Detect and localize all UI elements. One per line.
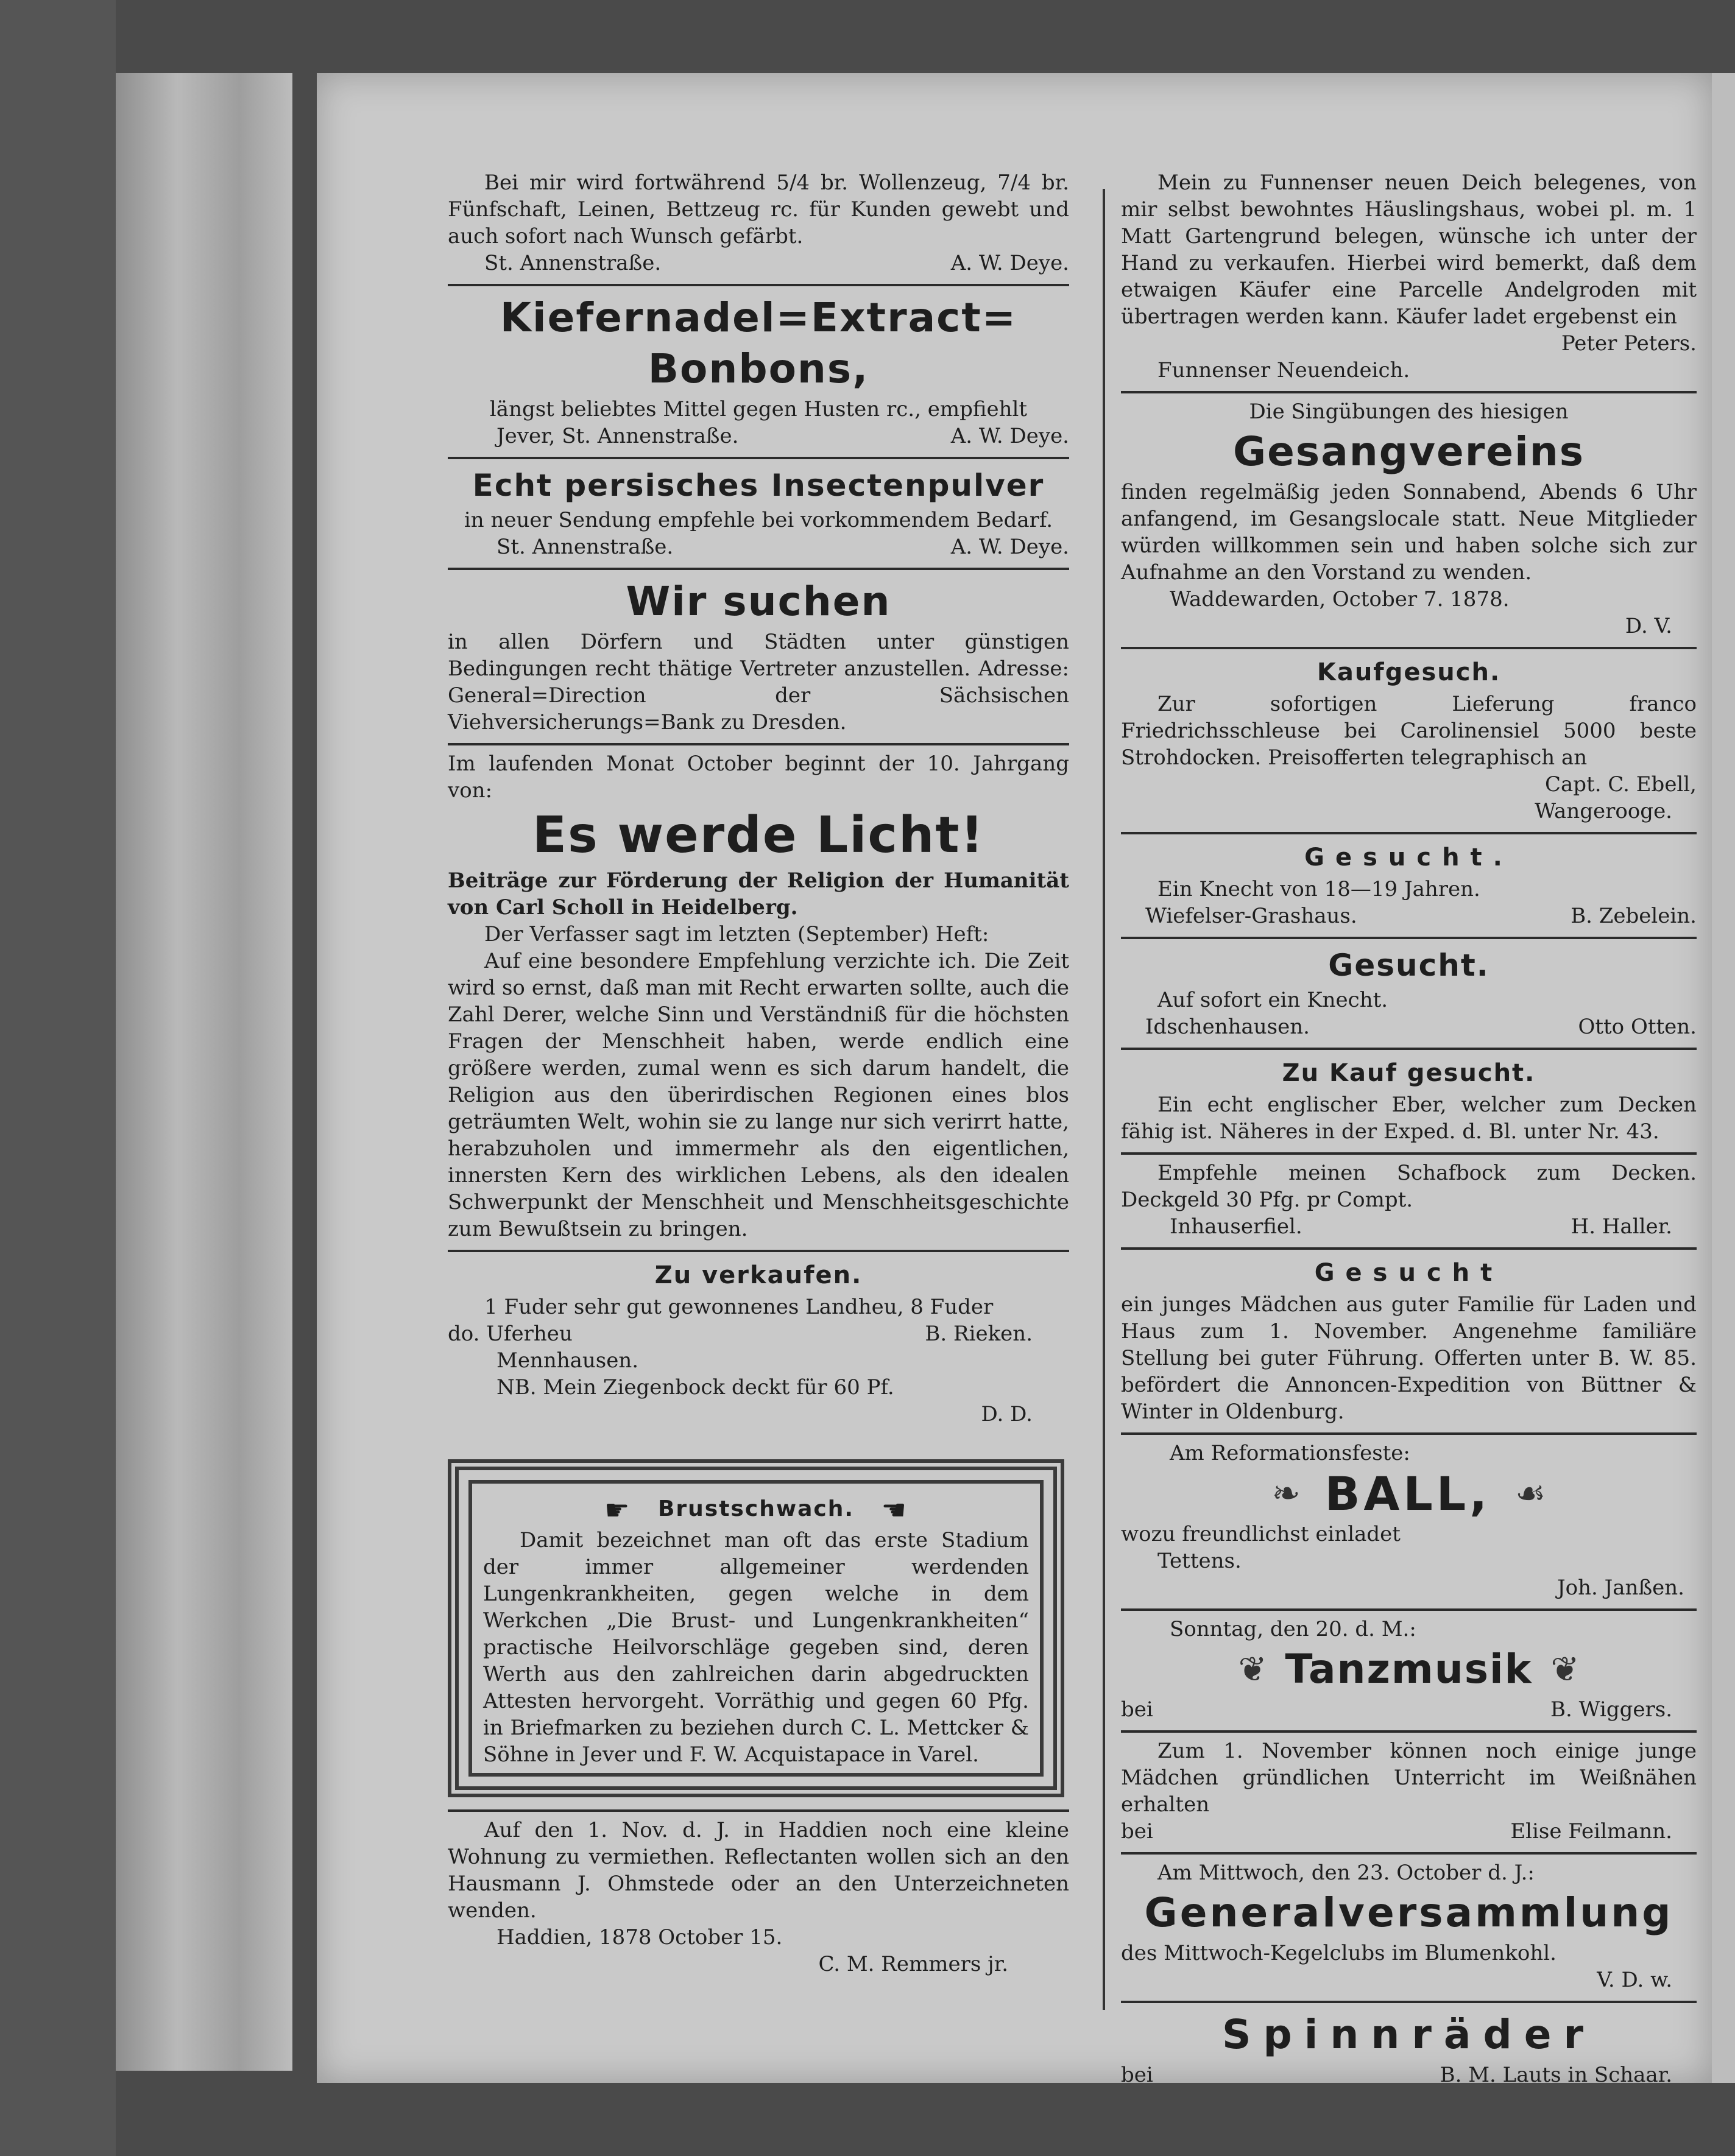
ad-text: Bei mir wird fortwährend 5/4 br. Wollenzeug, 7/4 br. Fünfschaft, Leinen, Bettzeug rc. für Kunden gewebt und auch sofort nach Wunsch gefärbt. <box>448 171 1069 248</box>
ad-headline-2: Bonbons, <box>648 345 869 392</box>
ad-headline: Generalversammlung <box>1144 1889 1673 1936</box>
flourish-right-icon: ❦ <box>1550 1649 1580 1689</box>
ad-kaufgesuch <box>1121 649 1697 834</box>
ad-sig: D. D. <box>981 1402 1033 1426</box>
ad-text: Auf den 1. Nov. d. J. in Haddien noch eine kleine Wohnung zu vermiethen. Reflectanten wollen sich an den Hausmann J. Ohmstede oder an den Unterzeichneten wenden. <box>448 1818 1069 1923</box>
ad-schafbock <box>1121 1155 1697 1250</box>
ad-place: Inhauserfiel. <box>1170 1214 1302 1239</box>
ad-headline: Es werde Licht! <box>532 806 984 864</box>
ad-gesucht-knecht-2 <box>1121 939 1697 1050</box>
ad-headline: Tanzmusik <box>1285 1646 1533 1693</box>
ad-headline-row <box>1121 1467 1697 1521</box>
ad-left: bei <box>1121 2063 1153 2087</box>
ad-sig: V. D. w. <box>1597 1968 1672 1992</box>
ad-line: 1 Fuder sehr gut gewonnenes Landheu, 8 Fuder <box>484 1295 994 1319</box>
ad-signature <box>1121 903 1697 929</box>
ad-intro: Sonntag, den 20. d. M.: <box>1170 1617 1416 1641</box>
ad-lead: Der Verfasser sagt im letzten (September) Heft: <box>484 922 989 946</box>
ad-headline: Gesangvereins <box>1233 428 1585 475</box>
ad-item: do. Uferheu <box>448 1322 573 1346</box>
left-column <box>448 164 1069 1985</box>
ad-place: St. Annenstraße. <box>496 535 674 559</box>
ad-tanzmusik <box>1121 1611 1697 1733</box>
ad-place: Wangerooge. <box>1535 799 1672 823</box>
ad-text: in allen Dörfern und Städten unter günstigen Bedingungen recht thätige Vertreter anzustellen. Adresse: General=Direction der Sächsischen Viehversicherungs=Bank zu Dresden. <box>448 630 1069 735</box>
ad-wir-suchen <box>448 570 1069 745</box>
ad-zu-verkaufen <box>448 1252 1069 1435</box>
ad-text: finden regelmäßig jeden Sonnabend, Abends 6 Uhr anfangend, im Gesangslocale statt. Neue Mitglieder würden willkommen sein und haben solche sich zur Aufnahme an den Vorstand zu wenden. <box>1121 480 1697 585</box>
ad-place: Idschenhausen. <box>1145 1015 1310 1039</box>
ad-insectenpulver <box>448 459 1069 570</box>
ad-place: Tettens. <box>1157 1549 1242 1573</box>
ad-signature <box>448 250 1069 277</box>
ad-headline-row <box>483 1495 1029 1524</box>
ad-text: Ein Knecht von 18—19 Jahren. <box>1157 877 1480 901</box>
ad-headline-row <box>1121 1643 1697 1696</box>
ad-signature <box>448 423 1069 449</box>
ad-headline: Gesucht. <box>1304 844 1513 872</box>
ad-signature <box>448 534 1069 560</box>
ad-text: längst beliebtes Mittel gegen Husten rc., empfiehlt <box>489 397 1028 421</box>
ad-place: Haddien, 1878 October 15. <box>496 1925 783 1950</box>
ad-line-2 <box>448 1320 1069 1347</box>
ad-intro: Im laufenden Monat October beginnt der 10. Jahrgang von: <box>448 752 1069 803</box>
ad-name: H. Haller. <box>1571 1214 1672 1239</box>
ad-text: des Mittwoch-Kegelclubs im Blumenkohl. <box>1121 1941 1557 1965</box>
ad-weissnaehen <box>1121 1733 1697 1855</box>
pointing-hand-left-icon: ☚ <box>881 1493 908 1526</box>
ad-name: Capt. C. Ebell, <box>1544 772 1697 797</box>
ad-signature <box>448 1951 1069 1978</box>
ad-sig: D. V. <box>1625 614 1672 638</box>
ad-nb: NB. Mein Ziegenbock deckt für 60 Pf. <box>496 1375 894 1400</box>
ad-gesucht-maedchen <box>1121 1250 1697 1435</box>
ad-name: B. Wiggers. <box>1550 1697 1672 1722</box>
ad-headline: Kiefernadel=Extract= <box>500 294 1017 341</box>
ad-signature <box>1121 1213 1697 1240</box>
column-divider <box>1103 189 1105 2010</box>
ad-place: St. Annenstraße. <box>484 251 662 275</box>
ad-text: Zum 1. November können noch einige junge Mädchen gründlichen Unterricht im Weißnähen erhalten <box>1121 1739 1697 1817</box>
ad-signature <box>1121 1967 1697 1993</box>
ad-place: Wiefelser-Grashaus. <box>1145 904 1357 928</box>
ad-kiefernadel <box>448 286 1069 459</box>
ad-headline: Spinnräder <box>1221 2011 1595 2058</box>
ad-signature <box>448 1401 1069 1428</box>
book-page-edges <box>116 73 292 2071</box>
ad-zu-kauf-gesucht <box>1121 1050 1697 1155</box>
ad-signature <box>1121 2062 1697 2088</box>
ad-text: in neuer Sendung empfehle bei vorkommendem Bedarf. <box>464 508 1053 532</box>
ad-headline: Brustschwach. <box>657 1496 855 1521</box>
ad-text: Mein zu Funnenser neuen Deich belegenes, von mir selbst bewohntes Häuslingshaus, wobei pl. m. 1 Matt Gartengrund belegen, wünsche ich unter der Hand zu verkaufen. Hierbei wird bemerkt, daß dem etwaigen Käufer eine Parcelle Andelgroden mit übertragen werden kann. Käufer ladet ergebenst ein <box>1121 171 1697 329</box>
ad-headline: Kaufgesuch. <box>1316 658 1501 686</box>
ad-gesucht-knecht <box>1121 834 1697 939</box>
background-left <box>0 0 116 2156</box>
ad-name: A. W. Deye. <box>950 251 1069 275</box>
ad-spinnraeder <box>1121 2001 1697 2096</box>
ad-left: bei <box>1121 1819 1153 1844</box>
ad-signature <box>1121 771 1697 798</box>
ad-subtitle: Beiträge zur Förderung der Religion der Humanität von Carl Scholl in Heidelberg. <box>448 868 1069 920</box>
ad-gesangverein <box>1121 393 1697 649</box>
ad-name: Peter Peters. <box>1561 331 1697 356</box>
ad-wollenzeug <box>448 164 1069 286</box>
ad-signature <box>1121 613 1697 639</box>
ad-text: Auf sofort ein Knecht. <box>1157 988 1388 1012</box>
ad-text: ein junges Mädchen aus guter Familie für Laden und Haus zum 1. November. Angenehme familiäre Stellung bei guter Führung. Offerten unter B. W. 85. befördert die Annoncen-Expedition von Büttner & Winter in Oldenburg. <box>1121 1292 1697 1424</box>
flourish-right-icon: ☙ <box>1515 1474 1546 1513</box>
ad-headline: BALL, <box>1324 1467 1491 1521</box>
next-page-edge <box>1712 73 1735 2083</box>
ad-left: bei <box>1121 1697 1153 1722</box>
ad-headline: Wir suchen <box>626 578 891 625</box>
ad-name: B. M. Lauts in Schaar. <box>1440 2063 1672 2087</box>
ad-headline: Gesucht <box>1314 1259 1504 1287</box>
ad-ball <box>1121 1435 1697 1611</box>
pointing-hand-right-icon: ☛ <box>604 1493 631 1526</box>
ad-name: B. Zebelein. <box>1571 904 1697 928</box>
ad-name: B. Rieken. <box>925 1322 1033 1346</box>
ad-headline: Zu verkaufen. <box>654 1261 863 1289</box>
ad-intro: Die Singübungen des hiesigen <box>1249 400 1569 424</box>
ad-headline: Zu Kauf gesucht. <box>1282 1059 1536 1087</box>
ad-wohnung <box>448 1809 1069 1985</box>
flourish-left-icon: ❦ <box>1238 1649 1267 1689</box>
ad-signature <box>1121 1696 1697 1723</box>
ad-brustschwach <box>448 1459 1064 1797</box>
ad-text: wozu freundlichst einladet <box>1121 1522 1401 1546</box>
ad-name: A. W. Deye. <box>950 424 1069 448</box>
ad-es-werde-licht <box>448 745 1069 1252</box>
ad-name: Otto Otten. <box>1578 1015 1697 1039</box>
ad-haeuslingshaus <box>1121 164 1697 393</box>
ad-text: Empfehle meinen Schafbock zum Decken. Deckgeld 30 Pfg. pr Compt. <box>1121 1161 1697 1212</box>
ad-generalversammlung <box>1121 1855 1697 2001</box>
ad-place: Waddewarden, October 7. 1878. <box>1170 587 1510 611</box>
ad-headline: Gesucht. <box>1328 948 1489 983</box>
ad-signature <box>1121 330 1697 357</box>
ad-text: Auf eine besondere Empfehlung verzichte ich. Die Zeit wird so ernst, daß man mit Recht erwarten sollte, auch die Zahl Derer, welche Sinn und Verständniß für die höchsten Fragen der Menschheit haben, werde endlich eine größere werden, zumal wenn es sich darum handelt, die Religion aus den überirdischen Regionen eines blos geträumten Welt, wohin sie zu lange nur sich verirrt hatte, herabzuholen und immermehr als den eigentlichen, innersten Kern des wirklichen Lebens, als den idealen Schwerpunkt der Menschheit und Menschheitsgeschichte zum Bewußtsein zu bringen. <box>448 949 1069 1241</box>
ad-name: Elise Feilmann. <box>1510 1819 1672 1844</box>
right-column <box>1121 164 1697 2096</box>
ad-signature <box>1121 1013 1697 1040</box>
ad-signature-2 <box>1121 798 1697 825</box>
ad-signature <box>1121 1818 1697 1845</box>
ad-intro: Am Mittwoch, den 23. October d. J.: <box>1157 1861 1535 1885</box>
ad-signature <box>1121 1574 1697 1601</box>
ad-name: Joh. Janßen. <box>1557 1576 1684 1600</box>
ad-headline: Echt persisches Insectenpulver <box>472 468 1045 503</box>
ad-text: Ein echt englischer Eber, welcher zum Decken fähig ist. Näheres in der Exped. d. Bl. unter Nr. 43. <box>1121 1093 1697 1144</box>
ad-place: Jever, St. Annenstraße. <box>496 424 739 448</box>
ad-place: Funnenser Neuendeich. <box>1157 358 1410 382</box>
ad-intro: Am Reformationsfeste: <box>1170 1441 1410 1465</box>
ad-name: A. W. Deye. <box>950 535 1069 559</box>
flourish-left-icon: ❧ <box>1271 1474 1301 1513</box>
ad-place: Mennhausen. <box>496 1348 639 1373</box>
ad-text: Damit bezeichnet man oft das erste Stadium der immer allgemeiner werdenden Lungenkrankheiten, gegen welche in dem Werkchen „Die Brust- und Lungenkrankheiten“ practische Heilvorschläge gegeben sind, deren Werth aus den zahlreichen darin abgedruckten Attesten hervorgeht. Vorräthig und gegen 60 Pfg. in Briefmarken zu beziehen durch C. L. Mettcker & Söhne in Jever und F. W. Acquistapace in Varel. <box>483 1528 1029 1767</box>
ad-name: C. M. Remmers jr. <box>818 1952 1008 1976</box>
ad-text: Zur sofortigen Lieferung franco Friedrichsschleuse bei Carolinensiel 5000 beste Strohdocken. Preisofferten telegraphisch an <box>1121 692 1697 770</box>
